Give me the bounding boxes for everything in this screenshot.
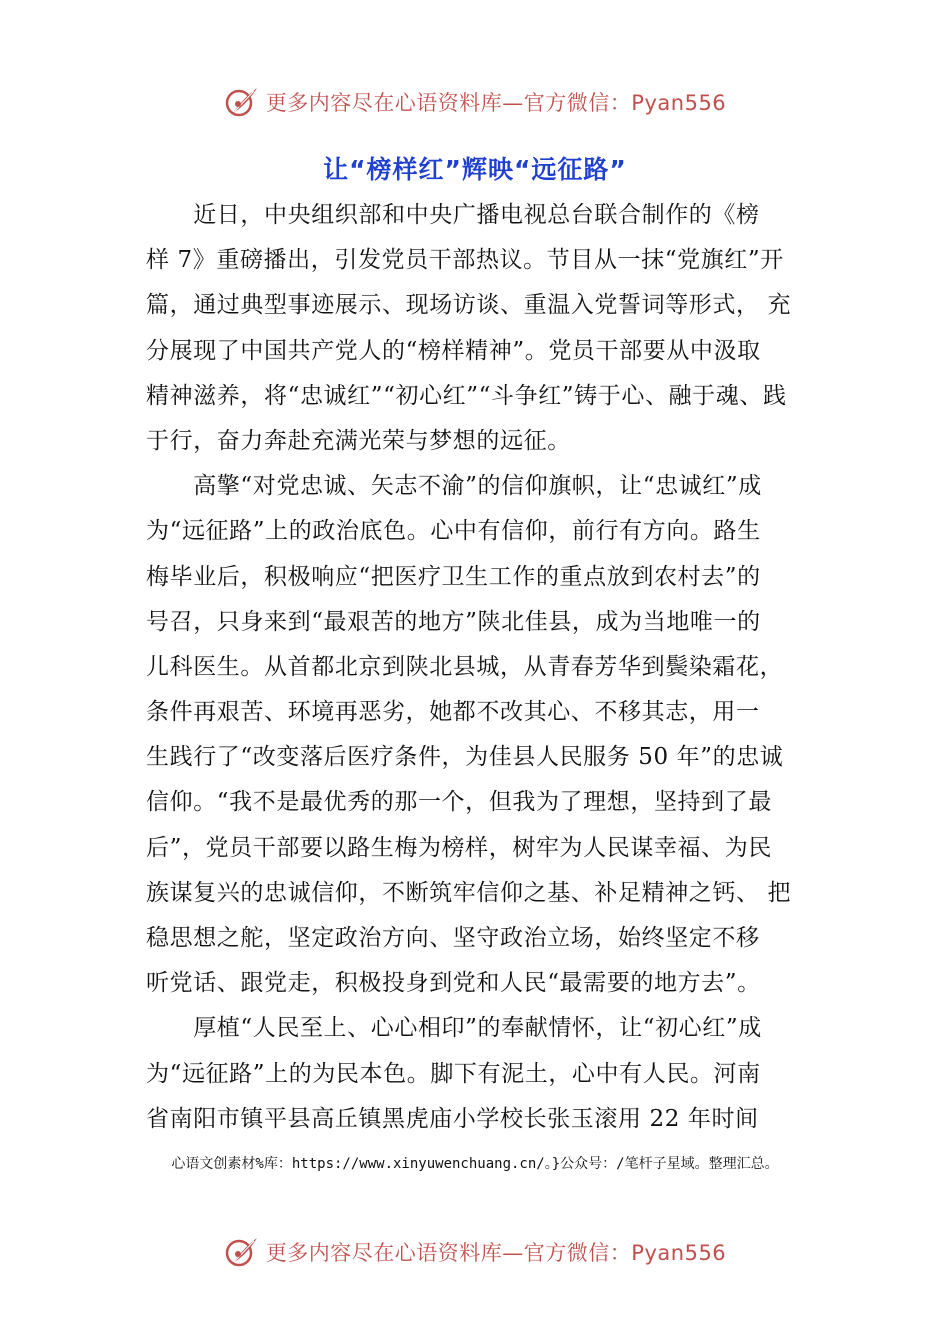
body-line: 厚植“人民至上、心心相印”的奉献情怀，让“初心红”成 xyxy=(146,1015,762,1042)
body-line: 条件再艰苦、环境再恶劣，她都不改其心、不移其志，用一 xyxy=(146,699,760,726)
body-line: 为“远征路”上的为民本色。脚下有泥土，心中有人民。河南 xyxy=(146,1060,761,1087)
body-line: 稳思想之舵，坚定政治方向、坚守政治立场，始终坚定不移 xyxy=(146,925,760,951)
body-line: 族谋复兴的忠诚信仰，不断筑牢信仰之基、补足精神之钙、 把 xyxy=(146,879,792,906)
footer-banner xyxy=(0,1230,950,1274)
body-line: 精神滋养，将“忠诚红”“初心红”“斗争红”铸于心、融于魂、践 xyxy=(146,382,787,409)
body-line: 样 7》重磅播出，引发党员干部热议。节目从一抹“党旗红”开 xyxy=(146,247,784,274)
header-banner xyxy=(0,80,950,124)
footer-banner-text: 更多内容尽在心语资料库—官方微信：Pyan556 xyxy=(265,1241,727,1265)
body-line: 后”，党员干部要以路生梅为榜样，树牢为人民谋幸福、为民 xyxy=(146,834,772,861)
body-line: 省南阳市镇平县高丘镇黑虎庙小学校长张玉滚用 22 年时间 xyxy=(146,1105,759,1132)
article-title: 让“榜样红”辉映“远征路” xyxy=(323,155,627,184)
body-line: 于行，奋力奔赴充满光荣与梦想的远征。 xyxy=(146,427,571,454)
body-line: 听党话、跟党走，积极投身到党和人民“最需要的地方去”。 xyxy=(146,970,761,997)
body-line: 高擎“对党忠诚、矢志不渝”的信仰旗帜，让“忠诚红”成 xyxy=(146,473,762,500)
body-line: 篇，通过典型事迹展示、现场访谈、重温入党誓词等形式， 充 xyxy=(146,292,792,319)
feather-pen-logo-icon xyxy=(224,1234,260,1270)
body-line: 梅毕业后，积极响应“把医疗卫生工作的重点放到农村去”的 xyxy=(146,563,761,590)
body-line: 号召，只身来到“最艰苦的地方”陕北佳县，成为当地唯一的 xyxy=(146,608,761,635)
body-line: 近日，中央组织部和中央广播电视总台联合制作的《榜 xyxy=(146,202,760,228)
source-footer-note: 心语文创素材%库：https://www.xinyuwenchuang.cn/。}公众号：/笔杆子星域。整理汇总。 xyxy=(171,1156,779,1172)
body-line: 信仰。“我不是最优秀的那一个，但我为了理想，坚持到了最 xyxy=(146,789,772,816)
body-line: 儿科医生。从首都北京到陕北县城，从青春芳华到鬓染霜花， xyxy=(146,653,784,680)
body-line: 为“远征路”上的政治底色。心中有信仰，前行有方向。路生 xyxy=(146,518,761,545)
body-line: 分展现了中国共产党人的“榜样精神”。党员干部要从中汲取 xyxy=(146,337,761,364)
body-line: 生践行了“改变落后医疗条件，为佳县人民服务 50 年”的忠诚 xyxy=(146,744,784,771)
feather-pen-logo-icon xyxy=(224,84,260,120)
header-banner-text: 更多内容尽在心语资料库—官方微信：Pyan556 xyxy=(265,91,727,115)
article-body xyxy=(146,193,826,1142)
